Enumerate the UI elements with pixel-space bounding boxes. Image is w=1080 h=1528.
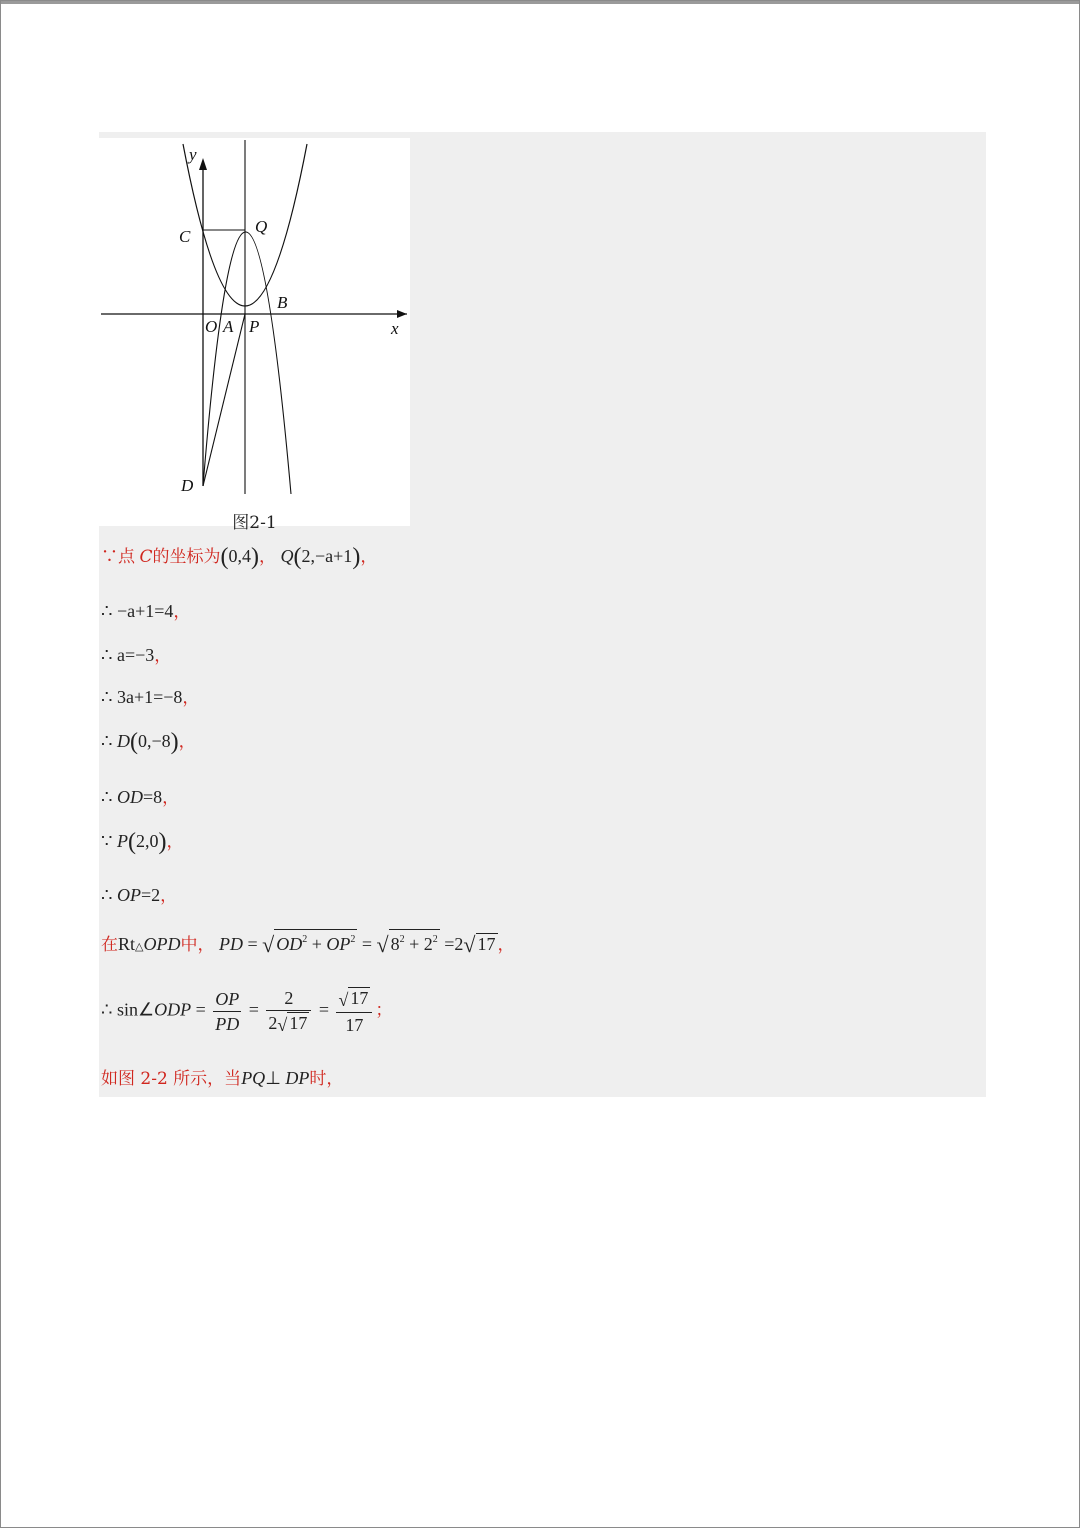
text-when: 时， <box>309 1069 344 1089</box>
point-q-label: Q <box>255 217 268 236</box>
therefore-symbol: ∴ <box>101 645 113 665</box>
solution-line-7: ∵ P(2,0)， <box>101 829 184 855</box>
radicand: 17 <box>350 988 369 1008</box>
number-2: 2 <box>423 934 433 954</box>
solution-line-1: ∵点 C的坐标为(0,4)， Q(2,−a+1)， <box>101 544 378 570</box>
end-comma: ， <box>154 646 172 666</box>
solution-line-5: ∴ D(0,−8)， <box>101 729 196 755</box>
figure-caption: 图2-1 <box>232 513 277 533</box>
plus: + <box>409 934 420 954</box>
text-point: 点 <box>118 547 135 567</box>
x-axis-label: x <box>391 319 399 338</box>
equals: = <box>318 999 329 1020</box>
point-c-label: C <box>179 227 191 246</box>
therefore-symbol: ∴ <box>101 787 113 807</box>
therefore-symbol: ∴ <box>101 999 113 1020</box>
exponent: 2 <box>350 934 356 945</box>
point-p-label: P <box>249 317 260 336</box>
var-q: Q <box>280 546 294 566</box>
number-8: 8 <box>390 934 400 954</box>
top-border <box>1 1 1079 4</box>
exponent: 2 <box>399 934 405 945</box>
var-od: OD <box>276 934 303 954</box>
var-pd: PD <box>218 934 243 954</box>
end-semicolon: ； <box>375 1000 393 1021</box>
solution-line-2 <box>101 597 190 622</box>
solution-line-10 <box>101 986 392 1037</box>
end-comma: ， <box>182 688 200 708</box>
equation: =2 <box>140 885 161 905</box>
numerator: 2 <box>266 986 311 1011</box>
equals-2: =2 <box>444 934 464 954</box>
equation: 3a+1=−8 <box>116 687 183 707</box>
fraction-2-over-2sqrt17: $\frac{2}{2√ 17}$ <box>266 986 311 1037</box>
end-comma: ， <box>173 602 191 622</box>
solution-line-3 <box>101 641 171 666</box>
solution-line-9: 在Rt△OPD中， PD = √ $OD^2 + OP^2$ = √ $8^2 + 2^2 =2√$ 17 ， <box>101 929 515 958</box>
var-op: OP <box>116 885 141 905</box>
sine-angle: sin∠ <box>116 999 155 1020</box>
text-coordinates: 的坐标为 <box>152 547 221 567</box>
solution-line-6 <box>101 783 179 808</box>
solution-line-8 <box>101 881 177 906</box>
solution-line-11 <box>101 1064 343 1089</box>
end-comma: ， <box>166 832 184 852</box>
point-b-label: B <box>277 293 288 312</box>
exponent: 2 <box>432 934 438 945</box>
equals: = <box>195 999 206 1020</box>
fraction-sqrt17-over-17: $\frac{√ 17}{17}$ <box>336 986 372 1037</box>
numerator: OP <box>213 987 241 1012</box>
solution-line-4 <box>101 683 199 708</box>
text-as-figure: 如图 2-2 所示，当 <box>101 1069 242 1089</box>
var-c: C <box>139 547 153 567</box>
plus: + <box>311 934 322 954</box>
text-middle: 中， <box>180 935 215 955</box>
coord-d: 0,−8 <box>137 731 171 751</box>
denominator: 17 <box>345 1015 364 1035</box>
fraction-op-pd <box>213 987 241 1036</box>
equation: −a+1=4 <box>116 601 174 621</box>
triangle-icon: △ <box>135 941 144 953</box>
end-comma: ， <box>178 732 196 752</box>
equals: = <box>248 999 259 1020</box>
because-symbol: ∵ <box>101 547 118 567</box>
text-in: 在 <box>101 935 118 955</box>
because-symbol: ∵ <box>101 831 113 851</box>
parabola-diagram <box>99 138 410 526</box>
var-opd: OPD <box>143 934 181 954</box>
therefore-symbol: ∴ <box>101 885 113 905</box>
equation: a=−3 <box>116 645 155 665</box>
exponent: 2 <box>302 934 308 945</box>
y-axis-label: y <box>189 145 197 164</box>
var-od: OD <box>116 787 143 807</box>
coord-c: 0,4 <box>228 546 252 566</box>
end-comma: ， <box>160 886 178 906</box>
number-17: 17 <box>477 934 496 954</box>
equals: = <box>361 934 373 954</box>
rt-label: Rt <box>118 934 136 954</box>
equals: = <box>247 934 258 954</box>
figure-2-1 <box>99 138 410 533</box>
point-o-label: O <box>205 317 218 336</box>
var-odp: ODP <box>154 999 192 1020</box>
end-comma: ， <box>360 547 378 567</box>
coord-q: 2,−a+1 <box>301 546 353 566</box>
therefore-symbol: ∴ <box>101 731 113 751</box>
var-d: D <box>116 731 130 751</box>
equation: =8 <box>142 787 163 807</box>
therefore-symbol: ∴ <box>101 601 113 621</box>
point-d-label: D <box>181 476 194 495</box>
coord-p: 2,0 <box>135 831 159 851</box>
radicand: 17 <box>289 1013 308 1033</box>
coefficient: 2 <box>268 1013 278 1033</box>
var-op: OP <box>326 934 351 954</box>
var-p: P <box>116 831 128 851</box>
var-dp: DP <box>285 1068 310 1088</box>
comma: ， <box>259 547 277 567</box>
var-pq: PQ <box>241 1068 266 1088</box>
denominator: PD <box>215 1014 240 1034</box>
end-comma: ， <box>162 788 180 808</box>
therefore-symbol: ∴ <box>101 687 113 707</box>
perpendicular-symbol: ⊥ <box>265 1068 281 1088</box>
point-a-label: A <box>223 317 234 336</box>
solution-panel <box>99 132 986 1097</box>
end-comma: ， <box>497 935 515 955</box>
